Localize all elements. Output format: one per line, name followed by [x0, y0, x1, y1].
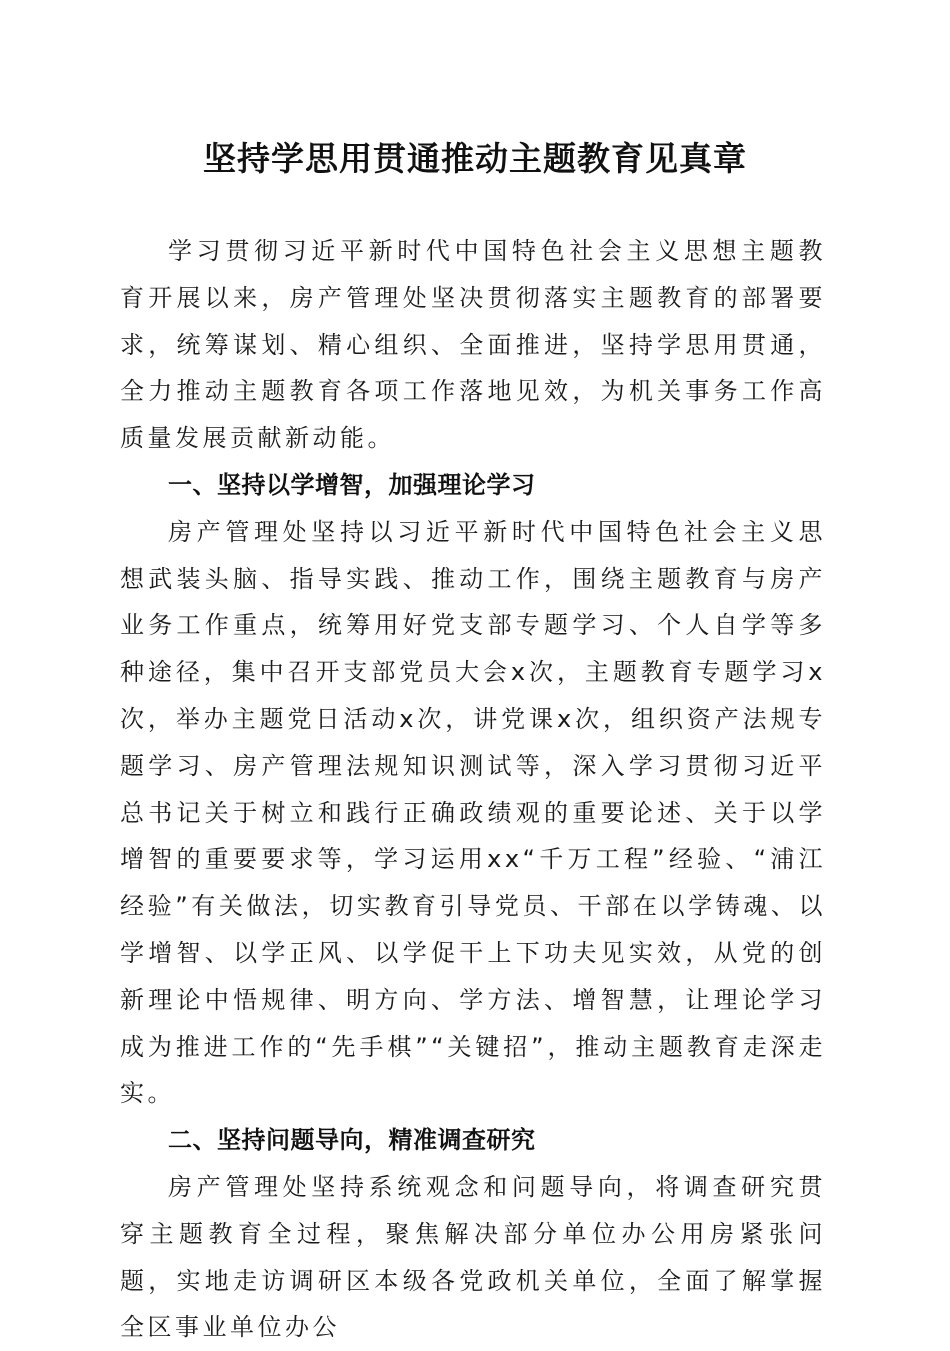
document-title: 坚持学思用贯通推动主题教育见真章: [203, 139, 747, 178]
section-paragraph-1: 房产管理处坚持以习近平新时代中国特色社会主义思想武装头脑、指导实践、推动工作，围绕主题教育与房产业务工作重点，统筹用好党支部专题学习、个人自学等多种途径，集中召开支部党员大会x次，主题教育专题学习x次，举办主题党日活动x次，讲党课x次，组织资产法规专题学习、房产管理法规知识测试等，深入学习贯彻习近平总书记关于树立和践行正确政绩观的重要论述、关于以学增智的重要要求等，学习运用xx“千万工程”经验、“浦江经验”有关做法，切实教育引导党员、干部在以学铸魂、以学增智、以学正风、以学促干上下功夫见实效，从党的创新理论中悟规律、明方向、学方法、增智慧，让理论学习成为推进工作的“先手棋”“关键招”，推动主题教育走深走实。: [120, 517, 826, 1108]
intro-paragraph: 学习贯彻习近平新时代中国特色社会主义思想主题教育开展以来，房产管理处坚决贯彻落实主题教育的部署要求，统筹谋划、精心组织、全面推进，坚持学思用贯通，全力推动主题教育各项工作落地见效，为机关事务工作高质量发展贡献新动能。: [120, 237, 826, 453]
document-body: [120, 228, 826, 1351]
section-heading-2: 二、坚持问题导向，精准调查研究: [168, 1126, 536, 1155]
section-heading-1: 一、坚持以学增智，加强理论学习: [168, 470, 536, 499]
section-paragraph-2: 房产管理处坚持系统观念和问题导向，将调查研究贯穿主题教育全过程，聚焦解决部分单位办公用房紧张问题，实地走访调研区本级各党政机关单位，全面了解掌握全区事业单位办公: [120, 1172, 826, 1342]
